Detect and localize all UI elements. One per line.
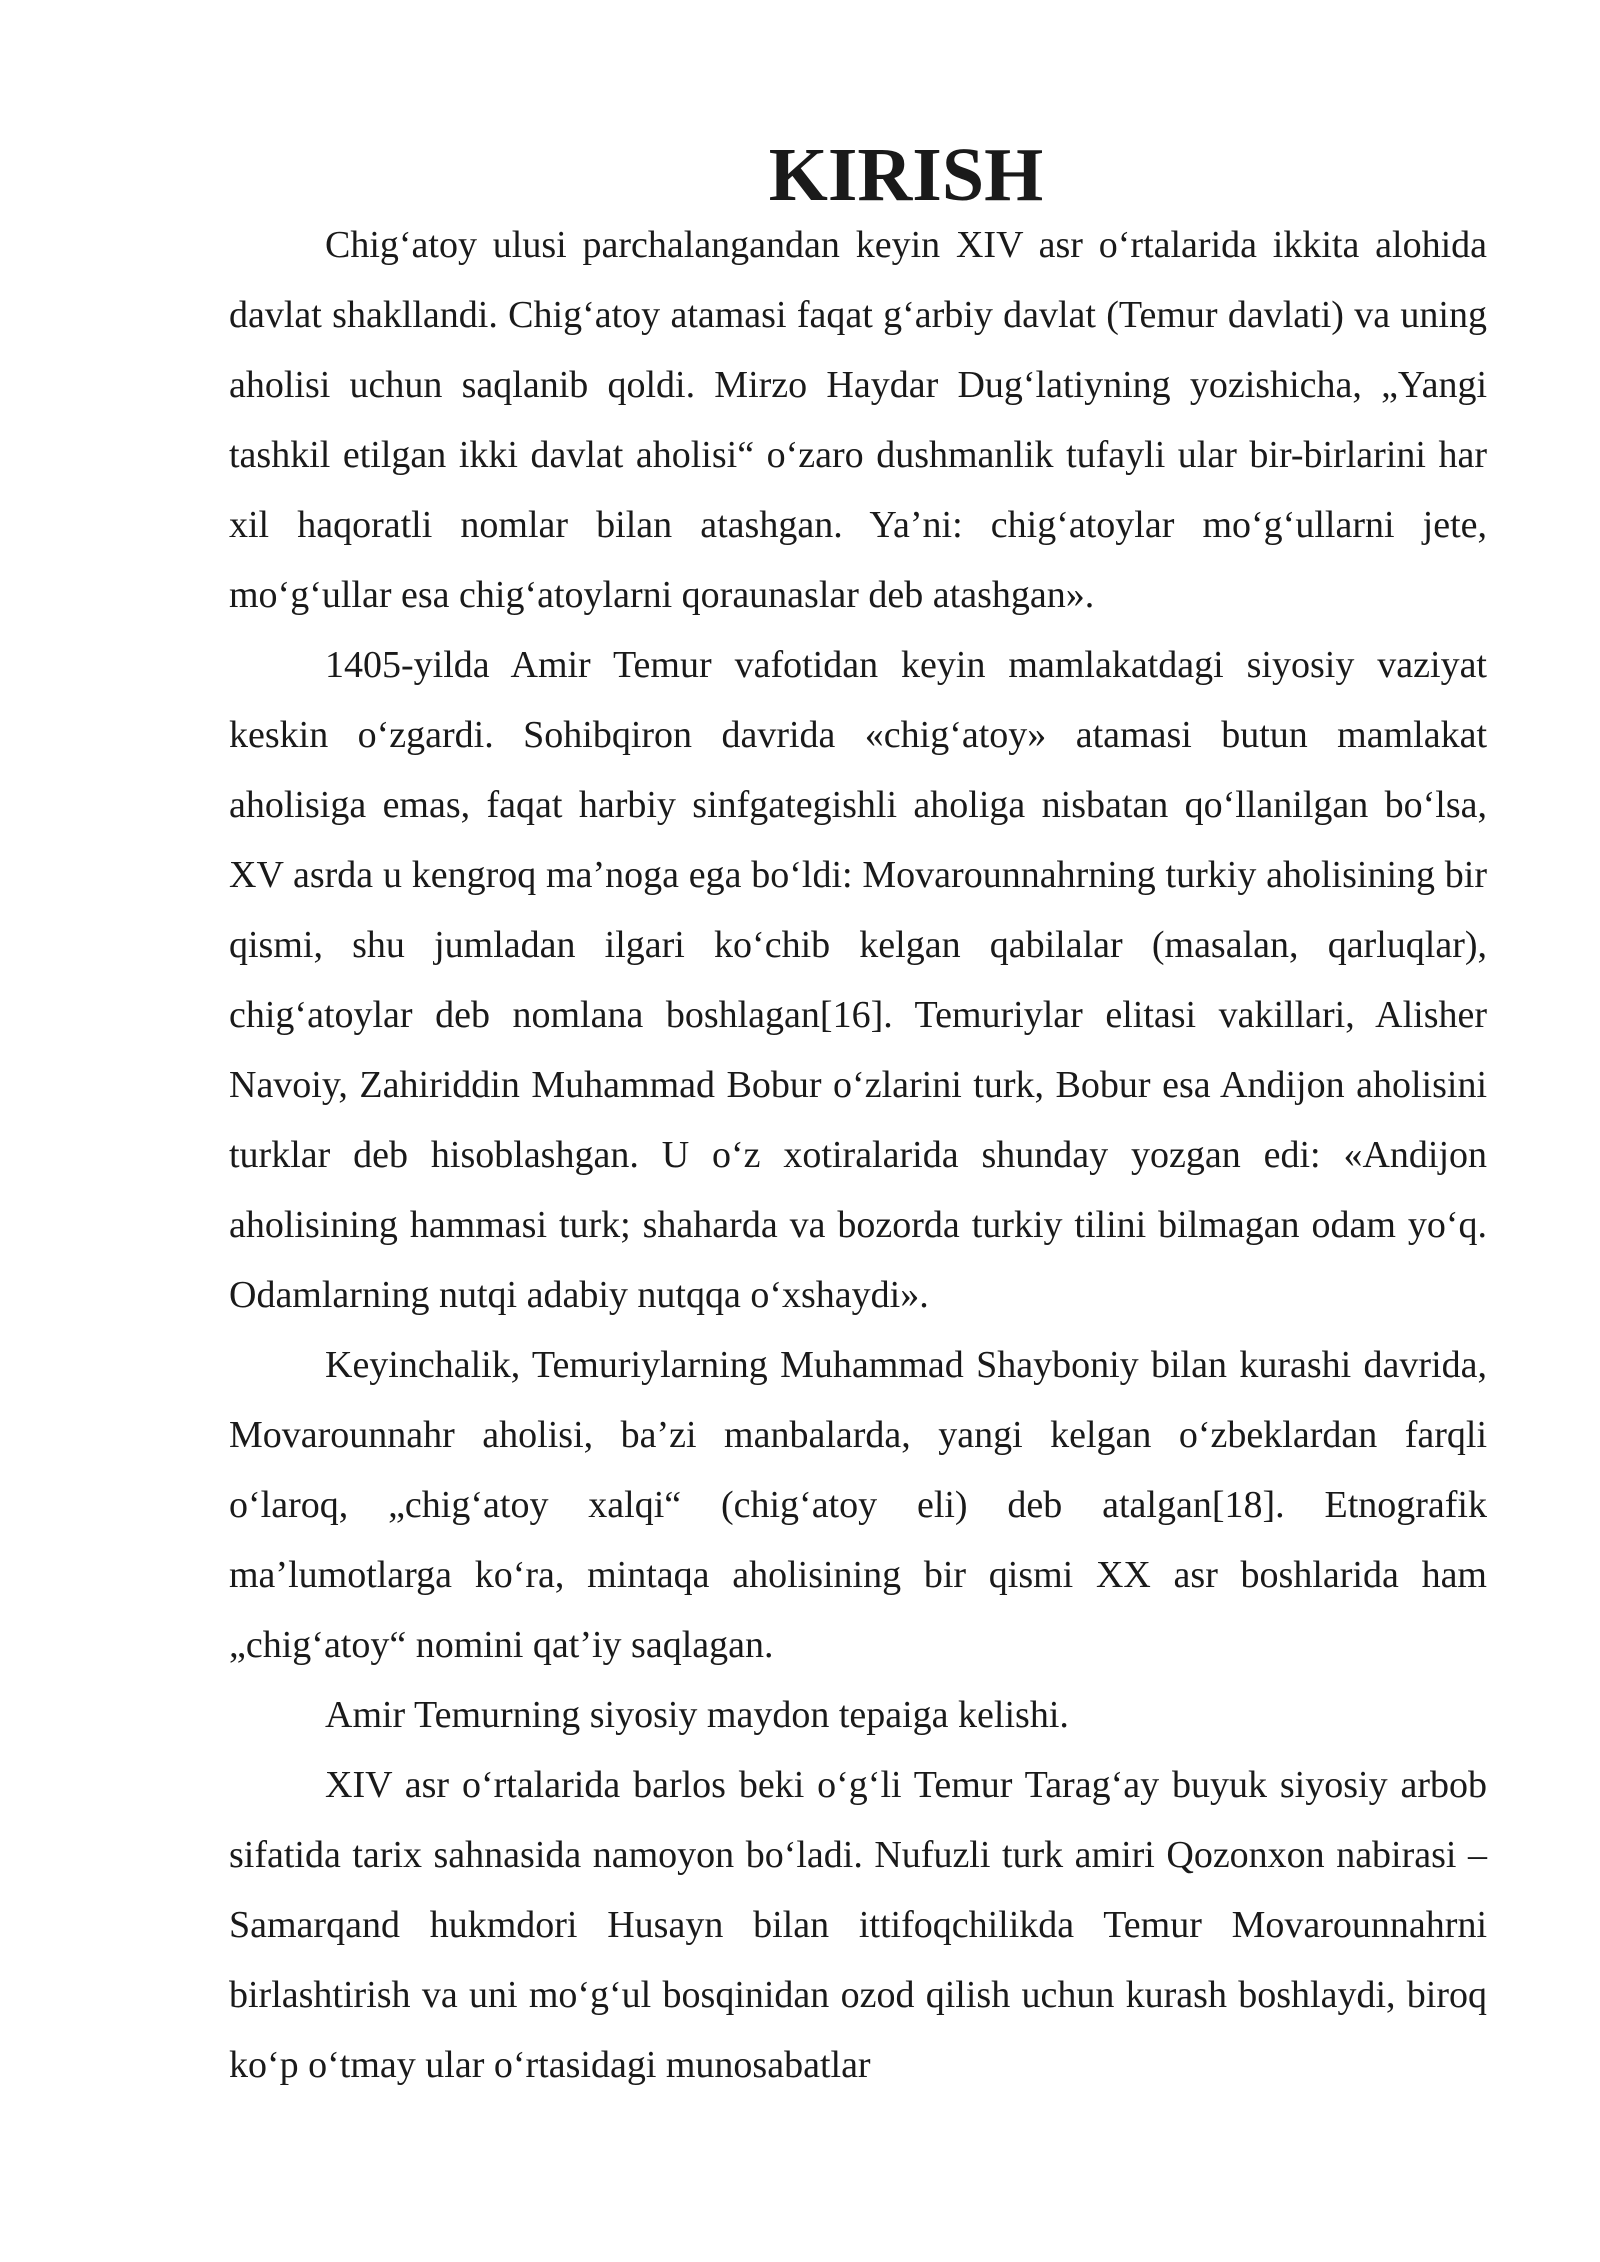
paragraph: Chig‘atoy ulusi parchalangandan keyin XIV asr o‘rtalarida ikkita alohida davlat shakllandi. Chig‘atoy atamasi faqat g‘arbiy davlat (Temur davlati) va uning aholisi uchun saqlanib qoldi. Mirzo Haydar Dug‘latiyning yozishicha, „Yangi tashkil etilgan ikki davlat aholisi“ o‘zaro dushmanlik tufayli ular bir-birlarini har xil haqoratli nomlar bilan atashgan. Ya’ni: chig‘atoylar mo‘g‘ullarni jete, mo‘g‘ullar esa chig‘atoylarni qoraunaslar deb atashgan». (229, 224, 1487, 616)
paragraph: Keyinchalik, Temuriylarning Muhammad Shayboniy bilan kurashi davrida, Movarounnahr aholisi, ba’zi manbalarda, yangi kelgan o‘zbeklardan farqli o‘laroq, „chig‘atoy xalqi“ (chig‘atoy eli) deb atalgan[18]. Etnografik ma’lumotlarga ko‘ra, mintaqa aholisining bir qismi XX asr boshlarida ham „chig‘atoy“ nomini qat’iy saqlagan. (229, 1344, 1487, 1666)
paragraph: XIV asr o‘rtalarida barlos beki o‘g‘li Temur Tarag‘ay buyuk siyosiy arbob sifatida tarix sahnasida namoyon bo‘ladi. Nufuzli turk amiri Qozonxon nabirasi – Samarqand hukmdori Husayn bilan ittifoqchilikda Temur Movarounnahrni birlashtirish va uni mo‘g‘ul bosqinidan ozod qilish uchun kurash boshlaydi, biroq ko‘p o‘tmay ular o‘rtasidagi munosabatlar (229, 1764, 1487, 2086)
paragraph: 1405-yilda Amir Temur vafotidan keyin mamlakatdagi siyosiy vaziyat keskin o‘zgardi. Sohibqiron davrida «chig‘atoy» atamasi butun mamlakat aholisiga emas, faqat harbiy sinfgategishli aholiga nisbatan qo‘llanilgan bo‘lsa, XV asrda u kengroq ma’noga ega bo‘ldi: Movarounnahrning turkiy aholisining bir qismi, shu jumladan ilgari ko‘chib kelgan qabilalar (masalan, qarluqlar), chig‘atoylar deb nomlana boshlagan[16]. Temuriylar elitasi vakillari, Alisher Navoiy, Zahiriddin Muhammad Bobur o‘zlarini turk, Bobur esa Andijon aholisini turklar deb hisoblashgan. U o‘z xotiralarida shunday yozgan edi: «Andijon aholisining hammasi turk; shaharda va bozorda turkiy tilini bilmagan odam yo‘q. Odamlarning nutqi adabiy nutqqa o‘xshaydi». (229, 644, 1487, 1316)
document-body (229, 133, 1487, 2100)
page-title: KIRISH (768, 133, 1044, 217)
section-heading: Amir Temurning siyosiy maydon tepaiga kelishi. (325, 1694, 1069, 1736)
